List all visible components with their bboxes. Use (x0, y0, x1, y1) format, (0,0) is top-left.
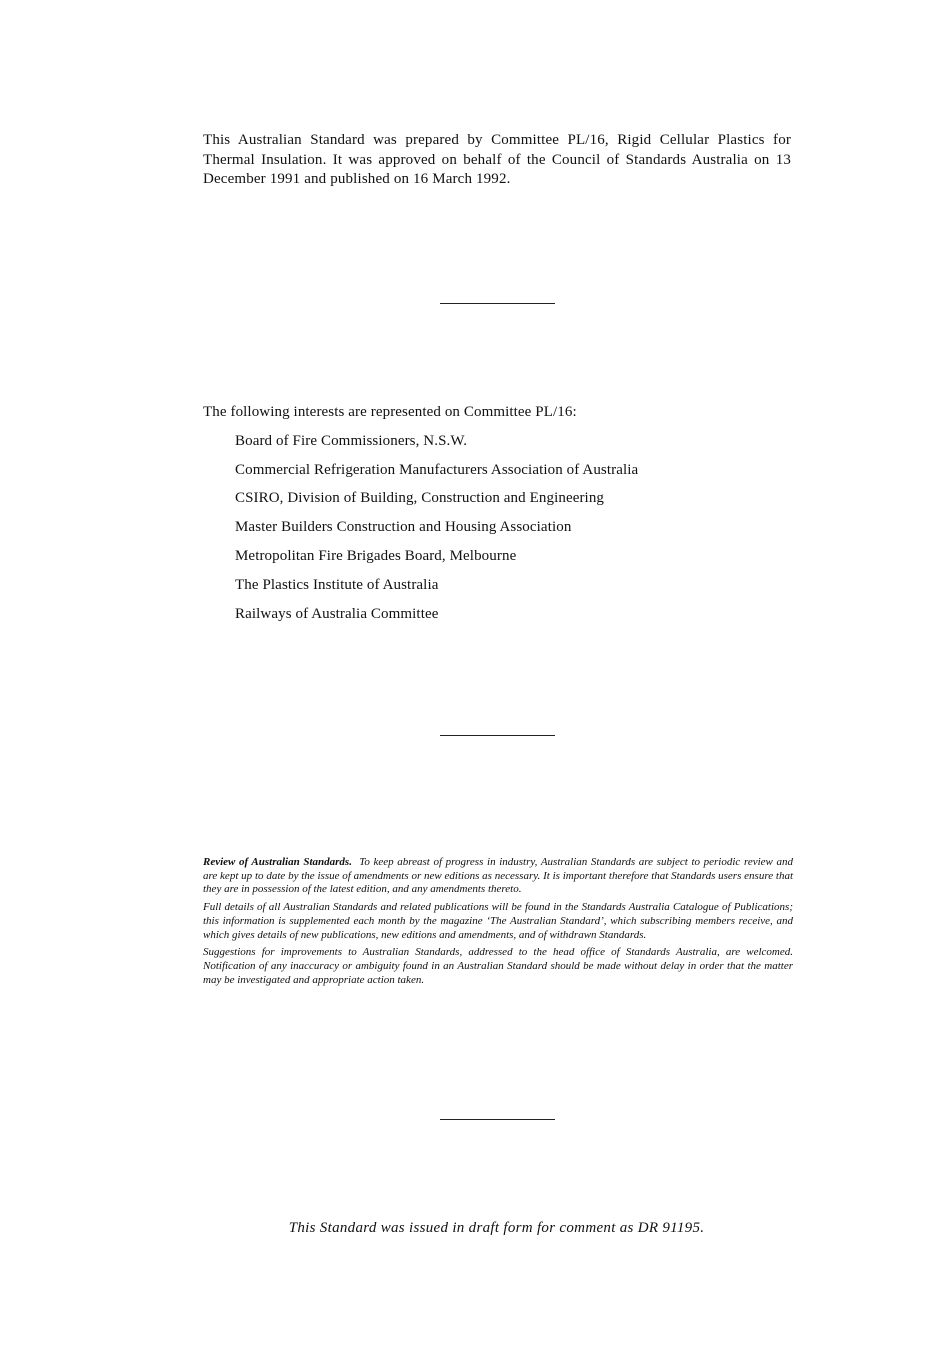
list-item: Master Builders Construction and Housing Association (235, 519, 572, 536)
list-item: Metropolitan Fire Brigades Board, Melbourne (235, 547, 517, 564)
list-item: Board of Fire Commissioners, N.S.W. (235, 432, 468, 449)
committee-interests (203, 403, 791, 624)
suggestions-paragraph: Suggestions for improvements to Australian Standards, addressed to the head office of Standards Australia, are welcomed. Notification of any inaccuracy or ambiguity found in an Australian Standard should be made without delay in order that the matter may be investigated and appropriate action taken. (203, 946, 793, 986)
review-notice (203, 856, 793, 991)
list-item: The Plastics Institute of Australia (235, 576, 439, 593)
draft-note: This Standard was issued in draft form for comment as DR 91195. (288, 1220, 705, 1236)
list-item: Commercial Refrigeration Manufacturers Association of Australia (235, 461, 639, 478)
review-text: To keep abreast of progress in industry, Australian Standards are subject to periodic review and are kept up to date by the issue of amendments or new editions as necessary. It is important therefore that Standards users ensure that they are in possession of the latest edition, and any amendments thereto. (203, 856, 793, 896)
section-divider (440, 303, 555, 304)
section-divider (440, 1119, 555, 1120)
review-lead: Review of Australian Standards. (203, 856, 352, 868)
section-divider (440, 735, 555, 736)
interests-heading: The following interests are represented on Committee PL/16: (203, 404, 577, 420)
intro-paragraph: This Australian Standard was prepared by Committee PL/16, Rigid Cellular Plastics for Thermal Insulation. It was approved on behalf of the Council of Standards Australia on 13 December 1991 and published on 16 March 1992. (203, 132, 791, 187)
interests-list (203, 432, 791, 624)
list-item: CSIRO, Division of Building, Construction and Engineering (235, 490, 605, 507)
review-paragraph (203, 856, 793, 897)
catalogue-paragraph: Full details of all Australian Standards and related publications will be found in the Standards Australia Catalogue of Publications; this information is supplemented each month by the magazine ‘The Australian Standard’, which subscribing members receive, and which gives details of new publications, new editions and amendments, and of withdrawn Standards. (203, 901, 793, 941)
list-item: Railways of Australia Committee (235, 605, 439, 622)
